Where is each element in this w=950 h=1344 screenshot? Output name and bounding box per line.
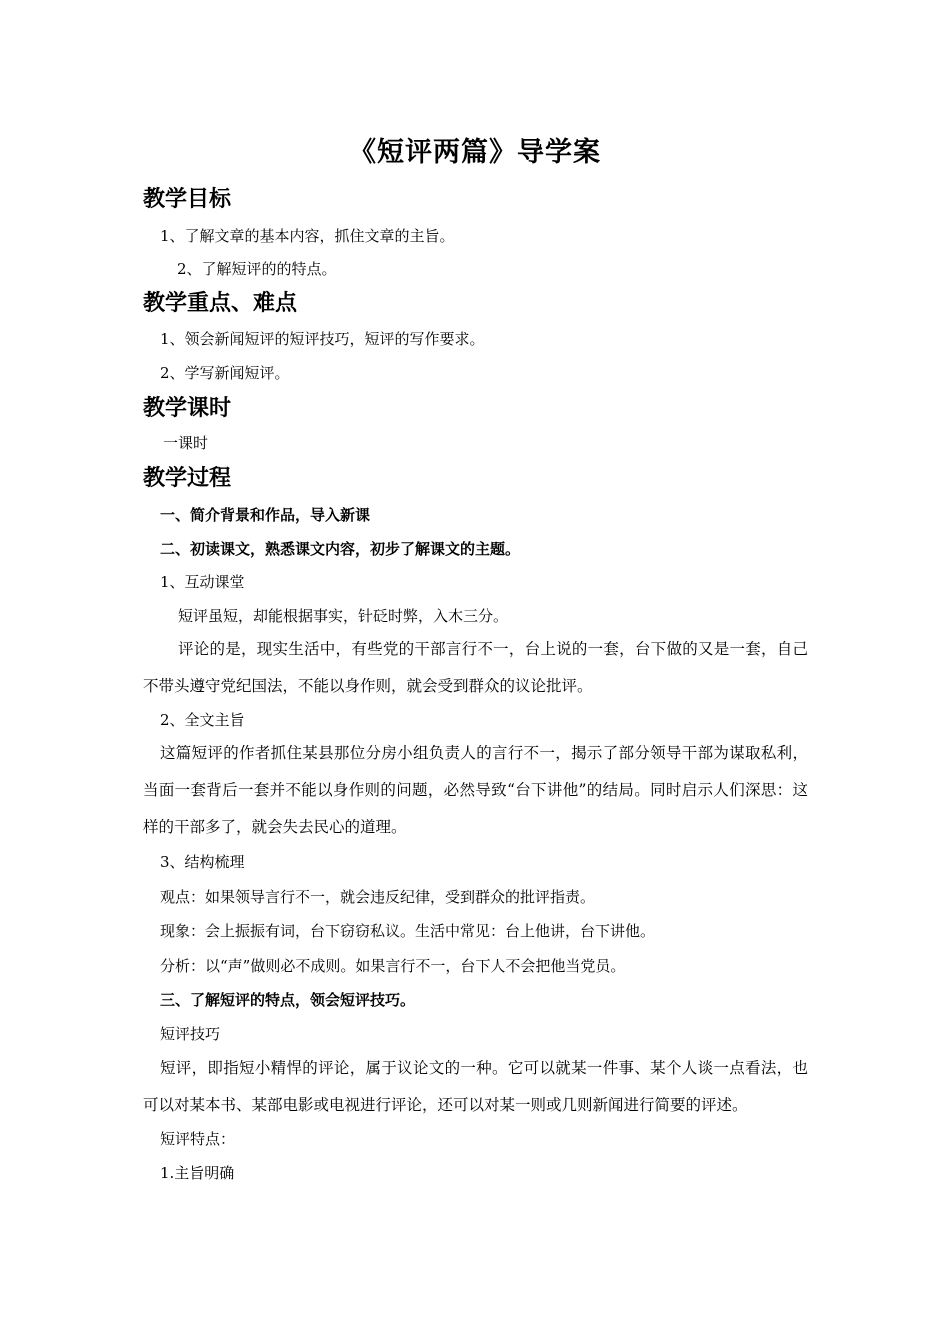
key-point-item-2: 2、学写新闻短评。 [160,364,290,382]
heading-key-points: 教学重点、难点 [143,291,298,316]
paragraph-1: 短评虽短，却能根据事实，针砭时弊，入木三分。 [178,607,509,625]
process-sub-3: 3、结构梳理 [160,853,245,871]
key-point-item-1: 1、领会新闻短评的短评技巧，短评的写作要求。 [160,330,485,348]
paragraph-2: 评论的是，现实生活中，有些党的干部言行不一，台上说的一套，台下做的又是一套，自己不带头遵守党纪国法，不能以身作则，就会受到群众的议论批评。 [143,640,808,695]
feature-item-1: 1.主旨明确 [160,1164,235,1182]
structure-analysis: 分析：以“声”做则必不成则。如果言行不一，台下人不会把他当党员。 [160,957,626,975]
paragraph-3: 这篇短评的作者抓住某县那位分房小组负责人的言行不一，揭示了部分领导干部为谋取私利，当面一套背后一套并不能以身作则的问题，必然导致“台下讲他”的结局。同时启示人们深思：这样的干部多了，就会失去民心的道理。 [143,744,808,836]
goal-item-2: 2、了解短评的的特点。 [177,260,337,278]
heading-goals: 教学目标 [143,187,232,212]
page-title: 《短评两篇》导学案 [349,137,601,168]
process-step-2: 二、初读课文，熟悉课文内容，初步了解课文的主题。 [160,540,521,558]
process-step-3: 三、了解短评的特点，领会短评技巧。 [160,991,416,1009]
structure-phenomenon: 现象：会上振振有词，台下窃窃私议。生活中常见：台上他讲，台下讲他。 [160,922,656,940]
goal-item-1: 1、了解文章的基本内容，抓住文章的主旨。 [160,227,455,245]
process-sub-2: 2、全文主旨 [160,711,245,729]
hours-text: 一课时 [163,434,209,452]
structure-view: 观点：如果领导言行不一，就会违反纪律，受到群众的批评指责。 [160,888,596,906]
paragraph-4: 短评，即指短小精悍的评论，属于议论文的一种。它可以就某一件事、某个人谈一点看法，也可以对某本书、某部电影或电视进行评论，还可以对某一则或几则新闻进行简要的评述。 [143,1059,808,1114]
features-label: 短评特点： [160,1130,236,1148]
heading-hours: 教学课时 [143,396,232,421]
skill-label: 短评技巧 [160,1025,221,1043]
process-step-1: 一、简介背景和作品，导入新课 [160,506,371,524]
heading-process: 教学过程 [143,466,232,491]
process-sub-1: 1、互动课堂 [160,573,245,591]
